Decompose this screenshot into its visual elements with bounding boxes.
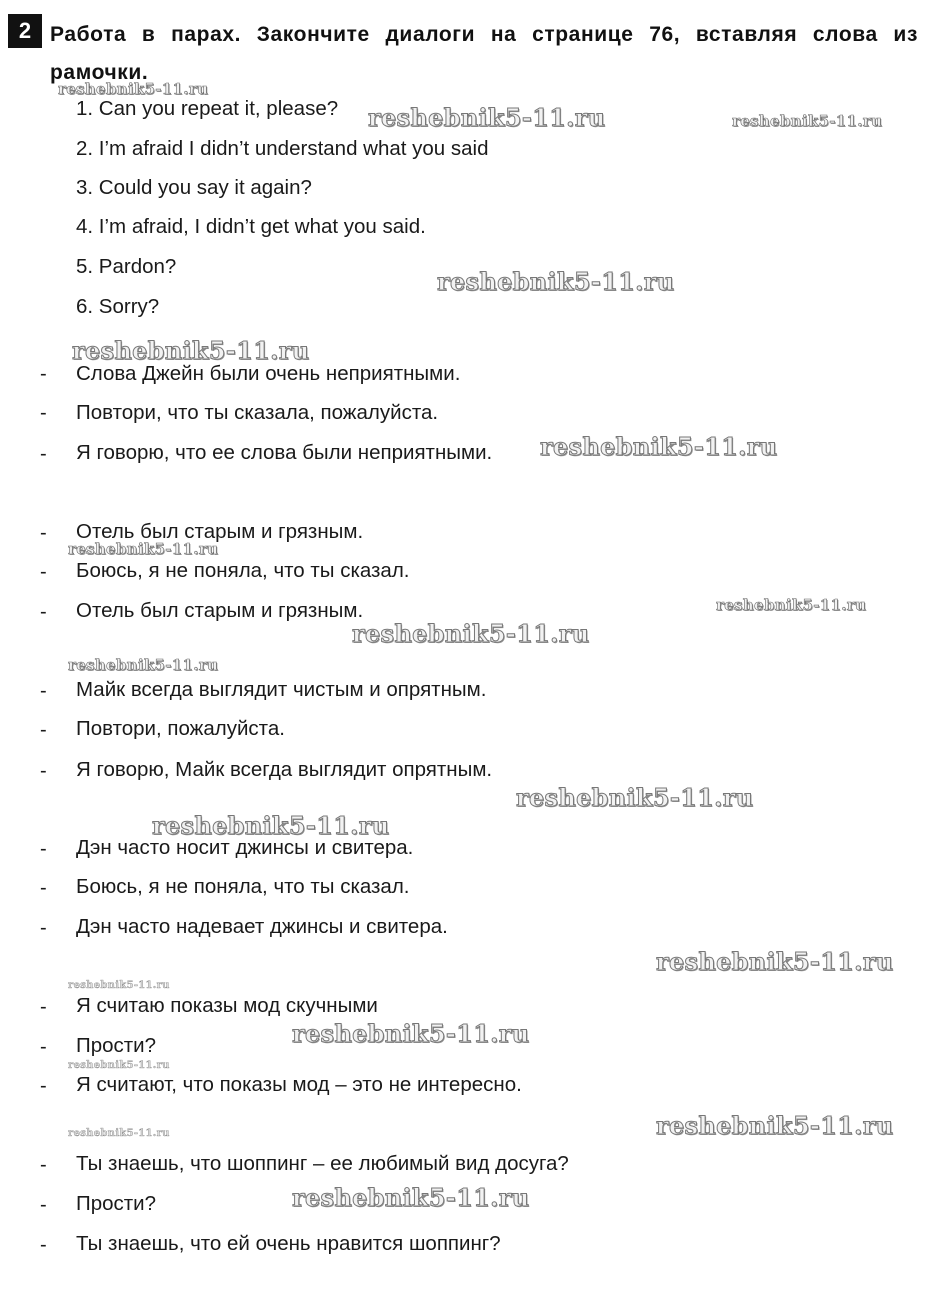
- dialogue-6-line-2: Прости?: [76, 1192, 157, 1215]
- watermark: reshebnik5-11.ru: [152, 811, 390, 840]
- dialogue-1-line-3: Я говорю, что ее слова были неприятными.: [76, 441, 493, 464]
- dash-marker: -: [40, 1234, 47, 1256]
- task-number-badge: 2: [8, 14, 42, 48]
- dialogue-4-line-3: Дэн часто надевает джинсы и свитера.: [76, 915, 448, 938]
- watermark: reshebnik5-11.ru: [352, 619, 590, 648]
- dialogue-4-line-2: Боюсь, я не поняла, что ты сказал.: [76, 875, 410, 898]
- phrase-3: 3. Could you say it again?: [76, 176, 312, 199]
- watermark: reshebnik5-11.ru: [68, 980, 170, 991]
- dash-marker: -: [40, 522, 47, 544]
- dialogue-6-line-1: Ты знаешь, что шоппинг – ее любимый вид досуга?: [76, 1152, 569, 1175]
- dialogue-3-line-2: Повтори, пожалуйста.: [76, 717, 285, 740]
- dash-marker: -: [40, 402, 47, 424]
- watermark: reshebnik5-11.ru: [292, 1019, 530, 1048]
- watermark: reshebnik5-11.ru: [72, 336, 310, 365]
- watermark: reshebnik5-11.ru: [68, 1060, 170, 1071]
- watermark: reshebnik5-11.ru: [68, 656, 219, 674]
- watermark: reshebnik5-11.ru: [68, 540, 219, 558]
- dash-marker: -: [40, 1075, 47, 1097]
- dash-marker: -: [40, 838, 47, 860]
- dialogue-2-line-1: Отель был старым и грязным.: [76, 520, 364, 543]
- task-title: Работа в парах. Закончите диалоги на странице 76, вставляя слова из рамочки.: [50, 23, 918, 84]
- dash-marker: -: [40, 719, 47, 741]
- watermark: reshebnik5-11.ru: [516, 783, 754, 812]
- watermark: reshebnik5-11.ru: [368, 103, 606, 132]
- dash-marker: -: [40, 363, 47, 385]
- dash-marker: -: [40, 760, 47, 782]
- watermark: reshebnik5-11.ru: [732, 112, 883, 130]
- phrase-1: 1. Can you repeat it, please?: [76, 97, 339, 120]
- watermark: reshebnik5-11.ru: [540, 432, 778, 461]
- watermark: reshebnik5-11.ru: [716, 596, 867, 614]
- watermark: reshebnik5-11.ru: [292, 1183, 530, 1212]
- dialogue-3-line-3: Я говорю, Майк всегда выглядит опрятным.: [76, 758, 493, 781]
- dialogue-5-line-2: Прости?: [76, 1034, 157, 1057]
- dash-marker: -: [40, 1036, 47, 1058]
- dialogue-2-line-2: Боюсь, я не поняла, что ты сказал.: [76, 559, 410, 582]
- dash-marker: -: [40, 917, 47, 939]
- dialogue-5-line-3: Я считают, что показы мод – это не интересно.: [76, 1073, 522, 1096]
- dash-marker: -: [40, 1154, 47, 1176]
- watermark: reshebnik5-11.ru: [68, 1128, 170, 1139]
- dash-marker: -: [40, 877, 47, 899]
- phrase-4: 4. I’m afraid, I didn’t get what you said.: [76, 215, 426, 238]
- dash-marker: -: [40, 561, 47, 583]
- phrase-6: 6. Sorry?: [76, 295, 160, 318]
- dash-marker: -: [40, 443, 47, 465]
- dialogue-5-line-1: Я считаю показы мод скучными: [76, 994, 378, 1017]
- watermark: reshebnik5-11.ru: [58, 80, 209, 98]
- dash-marker: -: [40, 601, 47, 623]
- watermark: reshebnik5-11.ru: [437, 267, 675, 296]
- dialogue-4-line-1: Дэн часто носит джинсы и свитера.: [76, 836, 414, 859]
- dash-marker: -: [40, 1194, 47, 1216]
- phrase-5: 5. Pardon?: [76, 255, 177, 278]
- dialogue-1-line-2: Повтори, что ты сказала, пожалуйста.: [76, 401, 439, 424]
- dialogue-6-line-3: Ты знаешь, что ей очень нравится шоппинг?: [76, 1232, 501, 1255]
- watermark: reshebnik5-11.ru: [656, 1111, 894, 1140]
- dialogue-3-line-1: Майк всегда выглядит чистым и опрятным.: [76, 678, 487, 701]
- dialogue-1-line-1: Слова Джейн были очень неприятными.: [76, 362, 461, 385]
- dash-marker: -: [40, 680, 47, 702]
- phrase-2: 2. I’m afraid I didn’t understand what you said: [76, 137, 489, 160]
- watermark: reshebnik5-11.ru: [656, 947, 894, 976]
- dash-marker: -: [40, 996, 47, 1018]
- dialogue-2-line-3: Отель был старым и грязным.: [76, 599, 364, 622]
